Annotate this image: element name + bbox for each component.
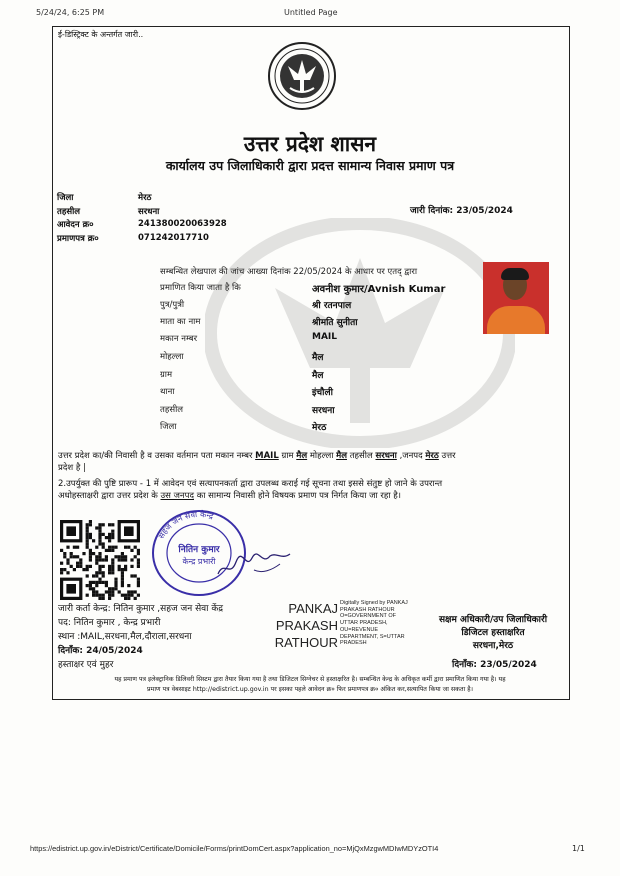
certificate-number: 071242017710 bbox=[138, 233, 209, 243]
stamp-arc-text: सहज जन सेवा केन्द्र bbox=[156, 509, 215, 541]
issuer-sign-label: हस्ताक्षर एवं मुहर bbox=[58, 660, 114, 670]
father-name: श्री रतनपाल bbox=[312, 301, 352, 311]
relation-label: पुत्र/पुत्री bbox=[160, 300, 185, 310]
police-station-label: थाना bbox=[160, 387, 175, 397]
issuer-date: दिनाँक: 24/05/2024 bbox=[58, 646, 143, 656]
tehsil-label: तहसील bbox=[57, 207, 81, 217]
mother-name: श्रीमति सुनीता bbox=[312, 318, 358, 328]
print-datetime: 5/24/24, 6:25 PM bbox=[36, 8, 105, 17]
district2-label: जिला bbox=[160, 422, 177, 432]
gov-title: उत्तर प्रदेश शासन bbox=[243, 132, 377, 156]
footer-note: यह प्रमाण पत्र इलेक्ट्रानिक डिलिवरी सिस्टम द्वारा तैयार किया गया है तथा डिजिटल सिग्नेचर से हस्ताक्षरित है। सम्बन्धित केन्द्र के अधिकृत कर्मी द्वारा प्रमाणित किया गया है। यह प्रमाण पत्र वेबसाइट http://edistrict.up.gov.in पर इसका पहले आवेदन क्र० फिर प्रमाणपत्र क्र० अंकित कर,सत्यापित किया जा सकता है। bbox=[114, 676, 506, 693]
police-station-value: इंचौली bbox=[312, 388, 333, 398]
up-emblem-icon bbox=[266, 40, 338, 112]
authority-block: सक्षम अधिकारी/उप जिलाधिकारी डिजिटल हस्ताक्षरित सरधना,मेरठ bbox=[438, 615, 548, 651]
issuer-place: स्थान :MAIL,सरधना,मैल,दौराला,सरधना bbox=[58, 632, 192, 642]
tehsil2-value: सरधना bbox=[312, 406, 335, 416]
handwritten-signature-icon bbox=[214, 540, 298, 584]
house-label: मकान नम्बर bbox=[160, 334, 198, 344]
tehsil2-label: तहसील bbox=[160, 405, 184, 415]
applicant-photo bbox=[483, 262, 549, 334]
village-label: ग्राम bbox=[160, 370, 173, 380]
intro-line-1: सम्बन्धित लेखपाल की जांच आख्या दिनांक 22/05/2024 के आधार पर एतद् द्वारा bbox=[160, 267, 418, 277]
issuer-post: पद: नितिन कुमार , केन्द्र प्रभारी bbox=[58, 618, 161, 628]
village-value: मैल bbox=[312, 371, 324, 381]
district-value: मेरठ bbox=[138, 193, 152, 203]
certificate-label: प्रमाणपत्र क्र० bbox=[57, 234, 99, 244]
tagline: ई-डिस्ट्रिक्ट के अन्तर्गत जारी.. bbox=[58, 30, 144, 39]
print-page-number: 1/1 bbox=[572, 844, 585, 853]
verification-paragraph: 2.उपर्युक्त की पुष्टि प्रारूप - 1 में आवेदन एवं सत्यापनकर्ता द्वारा उपलब्ध कराई गई सूचना तथा इससे संतुष्ट हो जाने के उपरान्त अधोहस्ताक्षरी द्वारा उत्तर प्रदेश के उस जनपद का सामान्य निवासी होने विषयक प्रमाण पत्र निर्गत किया जा रहा है। bbox=[58, 479, 443, 501]
issuer-center: जारी कर्ता केन्द्र: नितिन कुमार ,सहज जन सेवा केंद्र bbox=[58, 604, 224, 614]
house-number: MAIL bbox=[312, 332, 338, 342]
mohalla-label: मोहल्ला bbox=[160, 352, 184, 362]
stamp-name: नितिन कुमार bbox=[178, 545, 220, 555]
intro-line-2: प्रमाणित किया जाता है कि bbox=[160, 283, 241, 293]
mohalla-value: मैल bbox=[312, 353, 324, 363]
district2-value: मेरठ bbox=[312, 423, 327, 433]
qr-code-icon bbox=[60, 520, 140, 600]
digital-signer-name: PANKAJ PRAKASH RATHOUR bbox=[274, 601, 338, 650]
mother-label: माता का नाम bbox=[160, 317, 201, 327]
authority-date: दिनाँक: 23/05/2024 bbox=[452, 660, 537, 670]
application-label: आवेदन क्र० bbox=[57, 220, 94, 230]
district-label: जिला bbox=[57, 193, 74, 203]
stamp-post: केन्द्र प्रभारी bbox=[182, 557, 216, 566]
tehsil-value: सरधना bbox=[138, 207, 160, 217]
applicant-name: अवनीश कुमार/Avnish Kumar bbox=[312, 284, 446, 295]
application-number: 241380020063928 bbox=[138, 219, 227, 229]
print-page-title: Untitled Page bbox=[284, 8, 338, 17]
digital-signature-details: Digitally Signed by PANKAJ PRAKASH RATHOUR O=GOVERNMENT OF UTTAR PRADESH, OU=REVENUE DEPARTMENT, S=UTTAR PRADESH bbox=[340, 600, 408, 647]
certificate-subtitle: कार्यालय उप जिलाधिकारी द्वारा प्रदत्त सामान्य निवास प्रमाण पत्र bbox=[165, 158, 455, 173]
issue-date: जारी दिनांक: 23/05/2024 bbox=[410, 206, 513, 216]
residence-paragraph: उत्तर प्रदेश का/की निवासी है व उसका वर्तमान पता मकान नम्बर MAIL ग्राम मैल मोहल्ला मैल तहसील सरधना ,जनपद मेरठ उत्तर प्रदेश है | bbox=[58, 451, 456, 473]
watermark-emblem-icon bbox=[205, 218, 515, 448]
print-url: https://edistrict.up.gov.in/eDistrict/Certificate/Domicile/Forms/printDomCert.aspx?application_no=MjQxMzgwMDIwMDYzOTI4 bbox=[30, 844, 439, 853]
